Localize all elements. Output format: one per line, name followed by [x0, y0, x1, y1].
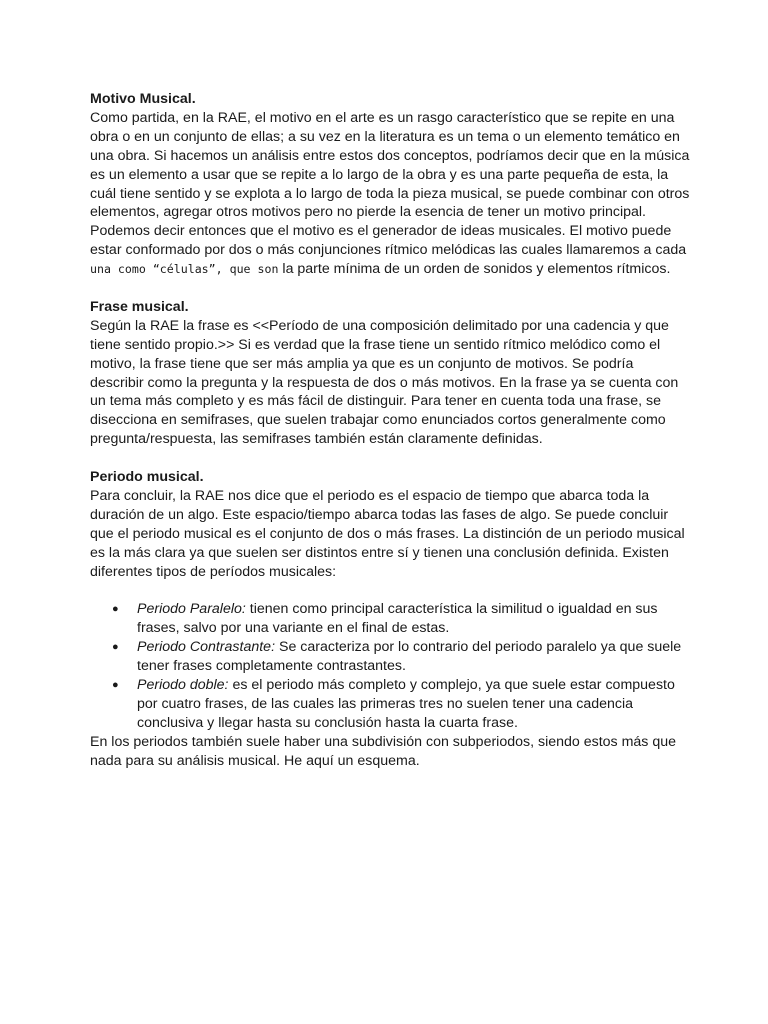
list-item-text: Se caracteriza por lo contrario del periodo paralelo ya que suele tener frases completamente contrastantes. [137, 639, 682, 675]
list-item [90, 600, 690, 638]
section-periodo-musical [90, 468, 690, 770]
section-heading: Motivo Musical. [90, 91, 196, 107]
bullet-icon: ● [112, 641, 119, 654]
section-frase-musical [90, 298, 690, 449]
list-item-term: Periodo doble: [137, 677, 229, 694]
list-item-text: es el periodo más completo y complejo, ya que suele estar compuesto por cuatro frases, de las cuales las primeras tres no suelen tener una cadencia conclusiva y llegar hasta su conclusión hasta la cuarta frase. [137, 677, 675, 731]
bullet-icon: ● [112, 603, 119, 616]
list-item-text: tienen como principal característica la similitud o igualdad en sus frases, salvo por una variante en el final de estas. [137, 601, 658, 637]
section-paragraph: Según la RAE la frase es <<Período de una composición delimitado por una cadencia y que tiene sentido propio.>> Si es verdad que la frase tiene un sentido rítmico melódico como el motivo, la frase tiene que ser más amplia ya que es un conjunto de motivos. Se podría describir como la pregunta y la respuesta de dos o más motivos. En la frase ya se cuenta con un tema más completo y es más fácil de distinguir. Para tener en cuenta toda una frase, se disecciona en semifrases, que suelen trabajar como enunciados cortos generalmente como pregunta/respuesta, las semifrases también están claramente definidas. [90, 317, 679, 448]
bullet-icon: ● [112, 679, 119, 692]
paragraph-text: Como partida, en la RAE, el motivo en el arte es un rasgo característico que se repite en una obra o en un conjunto de ellas; a su vez en la literatura es un tema o un elemento temático en una obra. Si hacemos un análisis entre estos dos conceptos, podríamos decir que en la música es un elemento a usar que se repite a lo largo de la obra y es una parte pequeña de esta, la cuál tiene sentido y se explota a lo largo de toda la pieza musical, se puede combinar con otros elementos, agregar otros motivos pero no pierde la esencia de tener un motivo principal. Podemos decir entonces que el motivo es el generador de ideas musicales. El motivo puede estar conformado por dos o más conjunciones rítmico melódicas las cuales llamaremos a cada [90, 109, 690, 259]
closing-paragraph: En los periodos también suele haber una subdivisión con subperiodos, siendo estos más que nada para su análisis musical. He aquí un esquema. [90, 733, 676, 769]
section-paragraph: Para concluir, la RAE nos dice que el periodo es el espacio de tiempo que abarca toda la duración de un algo. Este espacio/tiempo abarca todas las fases de algo. Se puede concluir que el periodo musical es el conjunto de dos o más frases. La distinción de un periodo musical es la más clara ya que suelen ser distintos entre sí y tienen una conclusión definida. Existen diferentes tipos de períodos musicales: [90, 488, 685, 580]
paragraph-text-tail: la parte mínima de un orden de sonidos y elementos rítmicos. [282, 261, 671, 278]
section-motivo-musical [90, 90, 690, 279]
section-paragraph [90, 109, 690, 279]
list-item-term: Periodo Paralelo: [137, 601, 246, 618]
monospace-fragment: una como “células”, que son [90, 262, 279, 277]
list-item [90, 676, 690, 733]
section-heading: Periodo musical. [90, 469, 204, 486]
document-page [90, 90, 690, 789]
list-item [90, 638, 690, 676]
section-heading: Frase musical. [90, 298, 189, 315]
period-types-list [90, 600, 690, 732]
list-item-term: Periodo Contrastante: [137, 639, 276, 656]
